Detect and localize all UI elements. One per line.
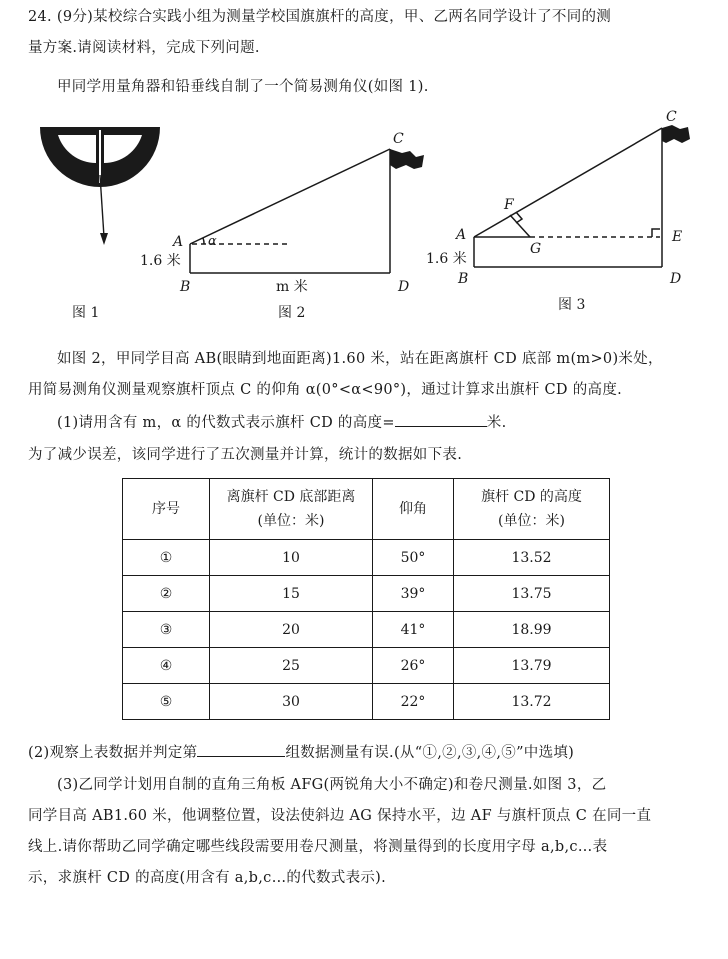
cell-angle: 39°: [373, 576, 454, 612]
cell-seq: ⑤: [123, 684, 210, 720]
fig3-label-c: C: [666, 109, 677, 125]
measurement-table: [122, 478, 610, 720]
q1-suffix: 米.: [486, 415, 507, 431]
header-seq: 序号: [123, 479, 210, 540]
cell-seq: ①: [123, 540, 210, 576]
header-height-line1: 旗杆 CD 的高度: [481, 489, 582, 505]
q2-prefix: (2)观察上表数据并判定第: [28, 745, 198, 761]
cell-seq: ④: [123, 648, 210, 684]
cell-seq: ②: [123, 576, 210, 612]
q1-prefix: (1)请用含有 m，α 的代数式表示旗杆 CD 的高度=: [57, 415, 395, 431]
header-distance: [210, 479, 373, 540]
fig3-label-d: D: [670, 271, 682, 287]
header-angle: 仰角: [373, 479, 454, 540]
fig3-label-height: 1.6 米: [426, 251, 467, 267]
cell-seq: ③: [123, 612, 210, 648]
body-p1-line1: 如图 2，甲同学目高 AB(眼睛到地面距离)1.60 米，站在距离旗杆 CD 底部 m(m>0)米处，: [57, 351, 663, 367]
cell-height: 18.99: [454, 612, 610, 648]
cell-distance: 20: [210, 612, 373, 648]
fig1-angle-meter: [40, 127, 160, 245]
fig3-label-f: F: [504, 197, 514, 213]
fig2-label-height: 1.6 米: [140, 253, 181, 269]
question-intro-line1: 24. (9分)某校综合实践小组为测量学校国旗旗杆的高度，甲、乙两名同学设计了不同的测: [28, 9, 612, 25]
q2-answer-blank[interactable]: [197, 756, 285, 757]
fig3-diagram: [474, 125, 690, 267]
table-row: [123, 684, 610, 720]
fig3-caption: 图 3: [558, 297, 586, 313]
fig2-label-alpha: α: [208, 234, 217, 249]
cell-height: 13.79: [454, 648, 610, 684]
table-row: [123, 576, 610, 612]
table-header-row: [123, 479, 610, 540]
q2-line: [28, 738, 704, 768]
fig1-caption: 图 1: [72, 305, 100, 321]
fig3-label-g: G: [530, 241, 542, 257]
q2-suffix: 组数据测量有误.(从“①,②,③,④,⑤”中选填): [285, 745, 575, 761]
fig3-label-e: E: [672, 229, 683, 245]
fig2-label-d: D: [398, 279, 410, 295]
cell-angle: 41°: [373, 612, 454, 648]
fig2-label-a: A: [173, 234, 184, 250]
q3-line1: (3)乙同学计划用自制的直角三角板 AFG(两锐角大小不确定)和卷尺测量.如图 3，乙: [57, 777, 607, 793]
cell-angle: 26°: [373, 648, 454, 684]
header-height: [454, 479, 610, 540]
header-distance-line1: 离旗杆 CD 底部距离: [226, 489, 356, 505]
cell-angle: 22°: [373, 684, 454, 720]
cell-distance: 30: [210, 684, 373, 720]
cell-distance: 25: [210, 648, 373, 684]
figures-svg: [0, 105, 728, 335]
q3-line4: 示，求旗杆 CD 的高度(用含有 a,b,c…的代数式表示).: [28, 870, 387, 886]
fig2-caption: 图 2: [278, 305, 306, 321]
body-p2: 为了减少误差，该同学进行了五次测量并计算，统计的数据如下表.: [28, 447, 463, 463]
cell-distance: 10: [210, 540, 373, 576]
fig3-label-a: A: [456, 227, 467, 243]
q3-line2: 同学目高 AB1.60 米，他调整位置，设法使斜边 AG 保持水平，边 AF 与旗杆顶点 C 在同一直: [28, 808, 652, 824]
question-intro-line2: 量方案.请阅读材料，完成下列问题.: [28, 40, 260, 56]
fig2-diagram: [190, 149, 424, 273]
body-p1-line2: 用简易测角仪测量观察旗杆顶点 C 的仰角 α(0°<α<90°)，通过计算求出旗杆 CD 的高度.: [28, 382, 623, 398]
question-intro-line3: 甲同学用量角器和铅垂线自制了一个简易测角仪(如图 1).: [57, 79, 429, 95]
cell-height: 13.72: [454, 684, 610, 720]
header-height-line2: (单位：米): [498, 513, 565, 529]
fig2-label-c: C: [393, 131, 404, 147]
table-row: [123, 612, 610, 648]
cell-height: 13.75: [454, 576, 610, 612]
figures-area: [0, 105, 728, 335]
fig3-label-b: B: [458, 271, 469, 287]
cell-angle: 50°: [373, 540, 454, 576]
table-row: [123, 648, 610, 684]
header-distance-line2: (单位：米): [257, 513, 325, 529]
table-row: [123, 540, 610, 576]
fig2-label-b: B: [180, 279, 191, 295]
cell-height: 13.52: [454, 540, 610, 576]
cell-distance: 15: [210, 576, 373, 612]
q3-line3: 线上.请你帮助乙同学确定哪些线段需要用卷尺测量，将测量得到的长度用字母 a,b,c…表: [28, 839, 608, 855]
q1-line: [28, 408, 704, 438]
q1-answer-blank[interactable]: [395, 426, 487, 427]
fig2-label-base: m 米: [276, 279, 308, 295]
